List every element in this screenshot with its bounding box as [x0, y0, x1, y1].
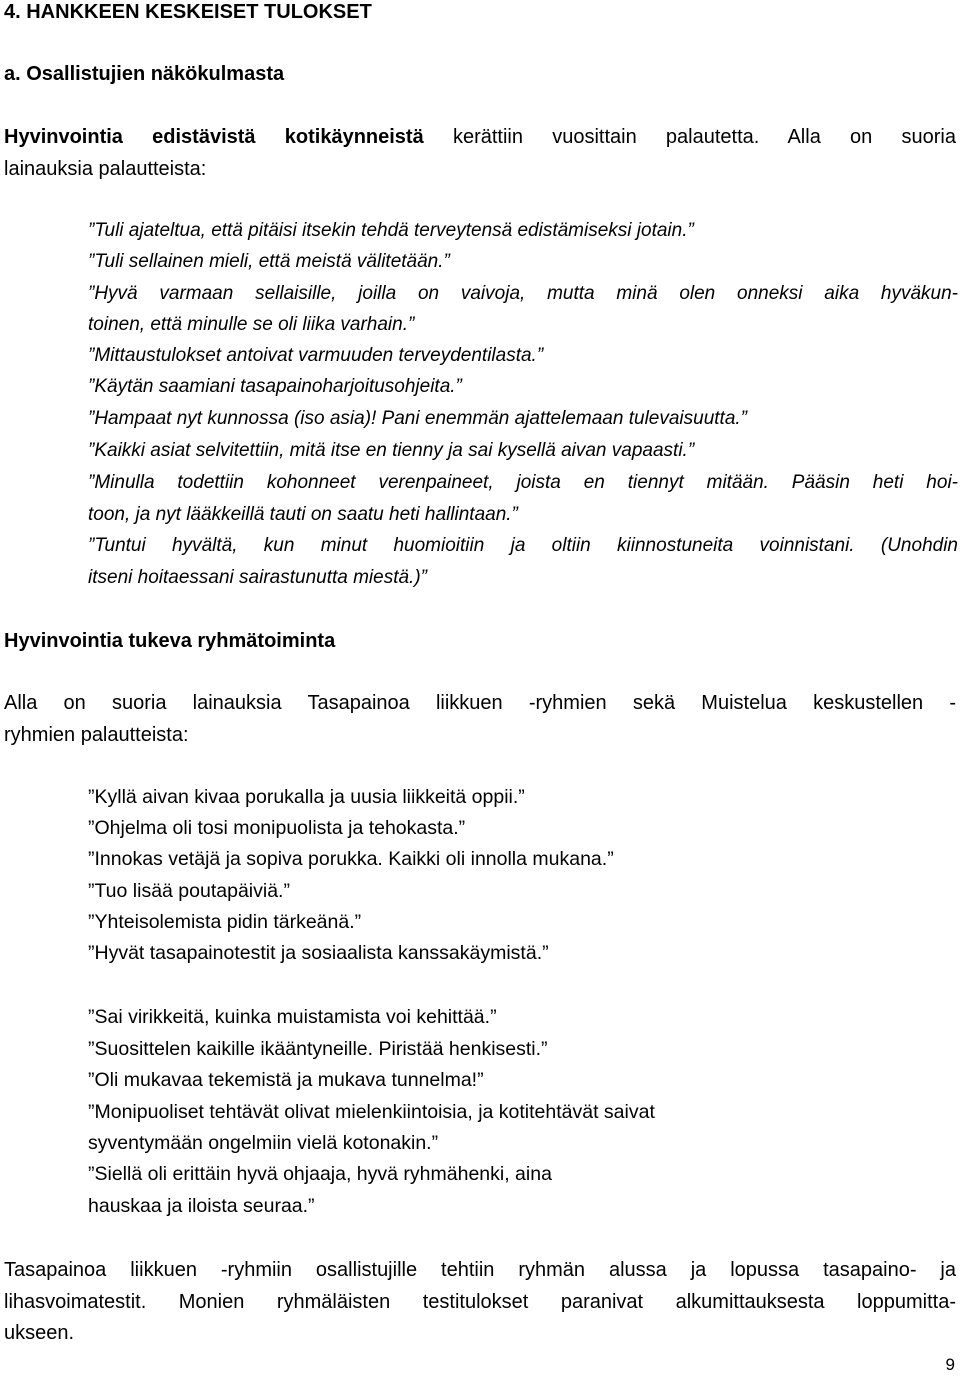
quote-line: ”Monipuoliset tehtävät olivat mielenkiintoisia, ja kotitehtävät saivat: [88, 1101, 655, 1123]
quote-line: ”Oli mukavaa tekemistä ja mukava tunnelma!”: [88, 1069, 484, 1091]
quote-line: itseni hoitaessani sairastunutta miestä.)”: [88, 567, 427, 588]
quote-line: ”Kyllä aivan kivaa porukalla ja uusia liikkeitä oppii.”: [88, 786, 525, 808]
section-heading-participants: a. Osallistujien näkökulmasta: [4, 63, 285, 85]
intro-paragraph-line-1: [4, 125, 956, 149]
quote-line: toon, ja nyt lääkkeillä tauti on saatu heti hallintaan.”: [88, 504, 518, 525]
closing-line-1: Tasapainoa liikkuen -ryhmiin osallistujille tehtiin ryhmän alussa ja lopussa tasapaino- ja: [4, 1259, 956, 1281]
intro-line-1-rest: kerättiin vuosittain palautetta. Alla on suoria: [423, 126, 956, 148]
quote-line: ”Tuntui hyvältä, kun minut huomioitiin ja oltiin kiinnostuneita voinnistani. (Unohdin: [88, 535, 958, 556]
quote-line: ”Kaikki asiat selvitettiin, mitä itse en tienny ja sai kysellä aivan vapaasti.”: [88, 440, 695, 461]
group-intro-line-2: ryhmien palautteista:: [4, 724, 189, 746]
quote-line: ”Hampaat nyt kunnossa (iso asia)! Pani enemmän ajattelemaan tulevaisuutta.”: [88, 408, 748, 429]
quote-line: ”Hyvät tasapainotestit ja sosiaalista kanssakäymistä.”: [88, 942, 549, 964]
quote-line: ”Tuo lisää poutapäiviä.”: [88, 880, 290, 902]
quote-line: hauskaa ja iloista seuraa.”: [88, 1195, 315, 1217]
quote-line: ”Minulla todettiin kohonneet verenpaineet, joista en tiennyt mitään. Pääsin heti hoi-: [88, 472, 958, 493]
closing-line-3: ukseen.: [4, 1322, 75, 1344]
quote-line: ”Ohjelma oli tosi monipuolista ja tehokasta.”: [88, 817, 466, 839]
quote-line: ”Sai virikkeitä, kuinka muistamista voi kehittää.”: [88, 1006, 497, 1028]
closing-line-2: lihasvoimatestit. Monien ryhmäläisten testitulokset paranivat alkumittauksesta loppumitta-: [4, 1291, 956, 1313]
quote-line: ”Tuli sellainen mieli, että meistä välitetään.”: [88, 251, 450, 272]
quote-line: ”Käytän saamiani tasapainoharjoitusohjeita.”: [88, 376, 462, 397]
quote-line: toinen, että minulle se oli liika varhain.”: [88, 314, 415, 335]
intro-paragraph-line-2: lainauksia palautteista:: [4, 158, 207, 180]
group-intro-line-1: Alla on suoria lainauksia Tasapainoa liikkuen -ryhmien sekä Muistelua keskustellen -: [4, 692, 956, 714]
quote-line: ”Siellä oli erittäin hyvä ohjaaja, hyvä ryhmähenki, aina: [88, 1163, 552, 1185]
intro-bold-phrase: Hyvinvointia edistävistä kotikäynneistä: [4, 126, 424, 148]
quote-line: ”Suosittelen kaikille ikääntyneille. Piristää henkisesti.”: [88, 1038, 548, 1060]
quote-line: ”Yhteisolemista pidin tärkeänä.”: [88, 911, 362, 933]
quote-line: ”Mittaustulokset antoivat varmuuden terveydentilasta.”: [88, 345, 544, 366]
quote-line: syventymään ongelmiin vielä kotonakin.”: [88, 1132, 439, 1154]
quote-line: ”Tuli ajateltua, että pitäisi itsekin tehdä terveytensä edistämiseksi jotain.”: [88, 220, 694, 241]
section-heading-group-activity: Hyvinvointia tukeva ryhmätoiminta: [4, 630, 336, 652]
quote-line: ”Innokas vetäjä ja sopiva porukka. Kaikki oli innolla mukana.”: [88, 848, 614, 870]
quote-line: ”Hyvä varmaan sellaisille, joilla on vaivoja, mutta minä olen onneksi aika hyväkun-: [88, 283, 958, 304]
page-number: 9: [945, 1355, 955, 1374]
chapter-heading: 4. HANKKEEN KESKEISET TULOKSET: [4, 1, 372, 23]
